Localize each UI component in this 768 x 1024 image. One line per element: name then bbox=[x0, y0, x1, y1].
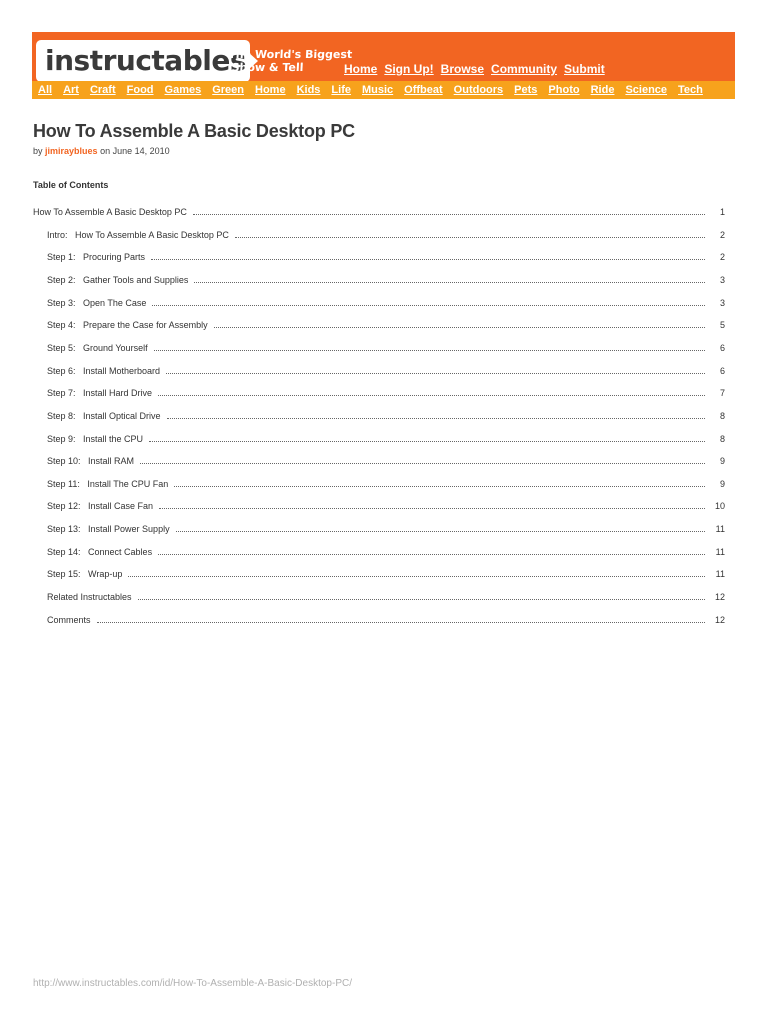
toc-dot-leader bbox=[154, 341, 705, 351]
byline-by: by bbox=[33, 146, 43, 156]
toc-entry[interactable] bbox=[33, 497, 725, 511]
toc-entry-page: 3 bbox=[719, 274, 725, 285]
toc-entry[interactable] bbox=[33, 339, 725, 353]
toc-entry-page: 8 bbox=[719, 410, 725, 421]
toc-entry-label: How To Assemble A Basic Desktop PC bbox=[33, 207, 187, 217]
toc-entry-label: Step 12: Install Case Fan bbox=[47, 501, 154, 512]
toc-entry-label: Step 3: Open The Case bbox=[47, 297, 147, 308]
toc-dot-leader bbox=[166, 364, 705, 374]
nav-community-link[interactable]: Community bbox=[491, 62, 558, 76]
toc-entry-label: Comments bbox=[47, 614, 91, 625]
toc-entry-page: 11 bbox=[715, 524, 725, 535]
top-nav bbox=[344, 62, 605, 76]
toc-dot-leader bbox=[235, 228, 705, 238]
toc-entry-label: Step 10: Install RAM bbox=[47, 456, 135, 467]
toc-entry-page: 11 bbox=[715, 546, 725, 557]
toc-entry[interactable] bbox=[33, 248, 725, 262]
toc-dot-leader bbox=[214, 318, 705, 328]
category-link-pets[interactable]: Pets bbox=[514, 84, 538, 96]
toc-entry-page: 12 bbox=[714, 614, 725, 625]
toc-entry-label: Step 11: Install The CPU Fan bbox=[47, 478, 169, 489]
page-title: How To Assemble A Basic Desktop PC bbox=[33, 121, 355, 141]
category-link-ride[interactable]: Ride bbox=[590, 84, 615, 96]
toc-dot-leader bbox=[128, 567, 705, 577]
toc-entry-label: Intro: How To Assemble A Basic Desktop PC bbox=[47, 229, 229, 240]
toc-entry-label: Related Instructables bbox=[47, 592, 132, 603]
toc-entry-page: 9 bbox=[719, 456, 725, 467]
toc-entry-page: 7 bbox=[719, 388, 725, 399]
toc-entry[interactable] bbox=[33, 520, 725, 534]
toc-entry-label: Step 1: Procuring Parts bbox=[47, 252, 146, 263]
toc-entry-label: Step 6: Install Motherboard bbox=[47, 365, 161, 376]
category-link-food[interactable]: Food bbox=[126, 84, 154, 96]
footer-url: http://www.instructables.com/id/How-To-Assemble-A-Basic-Desktop-PC/ bbox=[33, 978, 352, 989]
toc-dot-leader bbox=[138, 590, 705, 600]
toc-entry-page: 5 bbox=[719, 320, 725, 331]
toc-dot-leader bbox=[152, 296, 705, 306]
toc-dot-leader bbox=[158, 386, 705, 396]
toc-entry[interactable] bbox=[33, 588, 725, 602]
category-link-offbeat[interactable]: Offbeat bbox=[404, 84, 443, 96]
toc-entry[interactable] bbox=[33, 226, 725, 240]
logo[interactable] bbox=[36, 40, 250, 82]
toc-entry[interactable] bbox=[33, 271, 725, 285]
category-link-photo[interactable]: Photo bbox=[548, 84, 580, 96]
toc-entry-label: Step 13: Install Power Supply bbox=[47, 524, 170, 535]
toc-entry[interactable] bbox=[33, 475, 725, 489]
category-link-all[interactable]: All bbox=[38, 84, 53, 96]
category-link-home[interactable]: Home bbox=[255, 84, 286, 96]
toc-dot-leader bbox=[149, 432, 705, 442]
toc-entry[interactable] bbox=[33, 316, 725, 330]
author-link[interactable]: jimirayblues bbox=[45, 146, 98, 156]
toc-entry[interactable] bbox=[33, 565, 725, 579]
toc-entry-page: 12 bbox=[714, 592, 725, 603]
toc-dot-leader bbox=[193, 205, 705, 215]
category-link-outdoors[interactable]: Outdoors bbox=[453, 84, 504, 96]
toc-entry[interactable] bbox=[33, 543, 725, 557]
category-bar bbox=[32, 81, 735, 99]
toc-entry-page: 9 bbox=[719, 478, 725, 489]
toc-dot-leader bbox=[167, 409, 705, 419]
nav-submit-link[interactable]: Submit bbox=[564, 62, 605, 76]
toc-entry[interactable] bbox=[33, 407, 725, 421]
toc-entry[interactable] bbox=[33, 362, 725, 376]
category-link-green[interactable]: Green bbox=[212, 84, 245, 96]
toc-entry[interactable] bbox=[33, 294, 725, 308]
toc-entry-page: 10 bbox=[714, 501, 725, 512]
toc-entry-page: 2 bbox=[719, 229, 725, 240]
nav-browse-link[interactable]: Browse bbox=[440, 62, 485, 76]
toc-entry-label: Step 8: Install Optical Drive bbox=[47, 410, 161, 421]
toc-dot-leader bbox=[194, 273, 705, 283]
category-link-games[interactable]: Games bbox=[164, 84, 202, 96]
logo-text: instructables bbox=[45, 44, 246, 77]
toc-dot-leader bbox=[158, 545, 705, 555]
toc-entry[interactable] bbox=[33, 430, 725, 444]
toc-entry-label: Step 14: Connect Cables bbox=[47, 546, 153, 557]
toc-entry-page: 2 bbox=[719, 252, 725, 263]
category-link-tech[interactable]: Tech bbox=[678, 84, 703, 96]
toc-entry-page: 6 bbox=[719, 342, 725, 353]
byline bbox=[33, 146, 170, 156]
category-link-craft[interactable]: Craft bbox=[89, 84, 116, 96]
site-header bbox=[32, 32, 735, 99]
toc-entry-label: Step 2: Gather Tools and Supplies bbox=[47, 274, 189, 285]
nav-signup-link[interactable]: Sign Up! bbox=[384, 62, 434, 76]
toc-entry[interactable] bbox=[33, 384, 725, 398]
category-link-science[interactable]: Science bbox=[625, 84, 668, 96]
toc-entry-label: Step 4: Prepare the Case for Assembly bbox=[47, 320, 208, 331]
toc-entry-label: Step 9: Install the CPU bbox=[47, 433, 144, 444]
toc-entry-page: 8 bbox=[719, 433, 725, 444]
toc-dot-leader bbox=[174, 477, 705, 487]
toc-dot-leader bbox=[97, 613, 705, 623]
toc-title: Table of Contents bbox=[33, 180, 109, 190]
toc-entry-label: Step 7: Install Hard Drive bbox=[47, 388, 153, 399]
tagline-line-1: The World's Biggest bbox=[228, 48, 353, 61]
toc-entry-label: Step 15: Wrap-up bbox=[47, 569, 123, 580]
toc-entry-page: 1 bbox=[719, 207, 725, 217]
category-link-music[interactable]: Music bbox=[361, 84, 394, 96]
toc-entry-label: Step 5: Ground Yourself bbox=[47, 342, 148, 353]
toc-dot-leader bbox=[151, 250, 705, 260]
toc-entry[interactable] bbox=[33, 203, 725, 217]
tagline bbox=[227, 48, 352, 74]
toc-dot-leader bbox=[159, 499, 705, 509]
toc-dot-leader bbox=[140, 454, 705, 464]
toc-entry-page: 11 bbox=[715, 569, 725, 580]
publish-date: on June 14, 2010 bbox=[100, 146, 170, 156]
toc-entry-page: 6 bbox=[719, 365, 725, 376]
tagline-line-2: Show & Tell bbox=[231, 61, 304, 74]
toc-entry[interactable] bbox=[33, 452, 725, 466]
toc-entry[interactable] bbox=[33, 611, 725, 625]
category-link-art[interactable]: Art bbox=[63, 84, 79, 96]
category-link-kids[interactable]: Kids bbox=[296, 84, 321, 96]
nav-home-link[interactable]: Home bbox=[344, 62, 378, 76]
toc-entry-page: 3 bbox=[719, 297, 725, 308]
category-link-life[interactable]: Life bbox=[331, 84, 351, 96]
toc-dot-leader bbox=[176, 522, 705, 532]
